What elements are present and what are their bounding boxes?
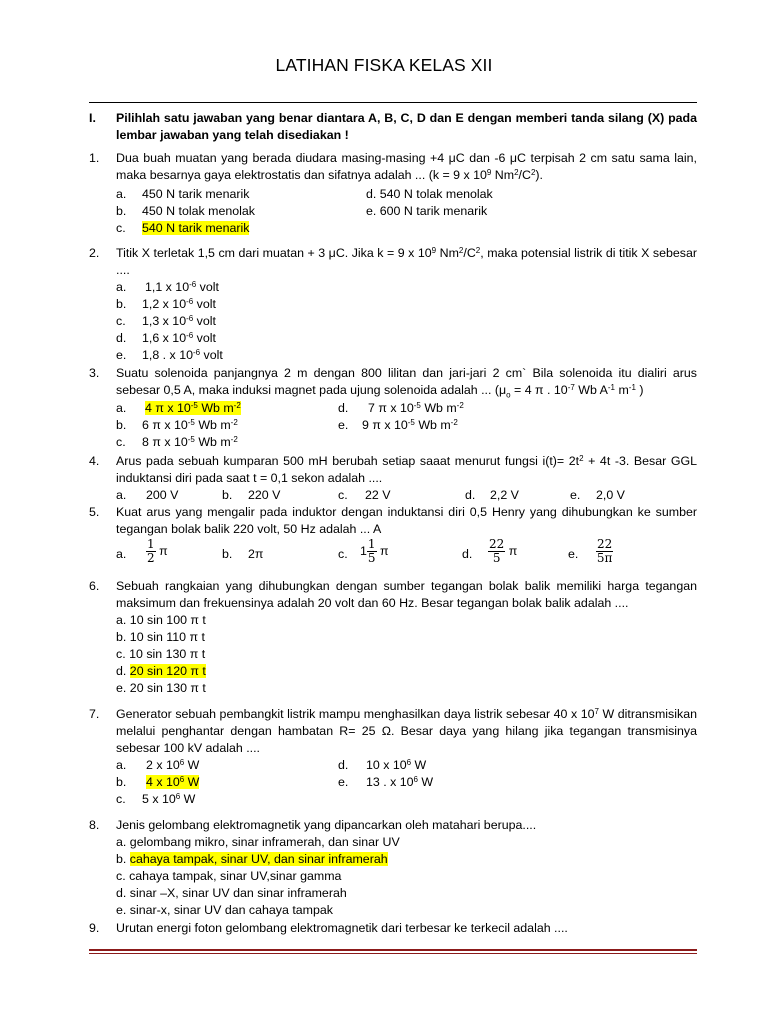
option-a-text: 2 x $10^6$ W <box>146 758 200 772</box>
option-a-text: $\frac{1}{2}$ π <box>147 537 168 565</box>
option-d: d. <box>116 331 127 345</box>
answer-highlight: cahaya tampak, sinar UV, dan sinar inframerah <box>129 852 388 866</box>
question-number: 4. <box>89 454 100 468</box>
option-b: b. <box>116 418 127 432</box>
option-a-text: 1,1 x $10^{-6}$ volt <box>145 280 219 294</box>
question-3 <box>89 365 697 403</box>
option-a-text: 200 V <box>146 488 179 502</box>
option-e-text: 13 . x $10^6$ W <box>366 775 434 789</box>
question-4 <box>89 453 697 487</box>
option-d-text: 10 x $10^6$ W <box>366 758 427 772</box>
fraction: $\frac{22}{5\pi}$ <box>596 537 613 565</box>
option-a: a. <box>116 758 127 772</box>
option-e-text: e. 600 N tarik menarik <box>366 204 488 218</box>
option-e: e. 20 sin 130 π t <box>116 681 206 695</box>
option-b-text: 1,2 x $10^{-6}$ volt <box>142 297 216 311</box>
answer-highlight: 4 x $10^6$ W <box>146 775 200 789</box>
option-c-text: 1 $\frac{1}{5}$ π <box>360 537 389 565</box>
fraction: $\frac{1}{2}$ <box>147 537 155 565</box>
question-number: 8. <box>89 818 100 832</box>
option-c: c. <box>116 221 126 235</box>
option-d-text: 1,6 x $10^{-6}$ volt <box>142 331 216 345</box>
option-d-text: d. 540 N tolak menolak <box>366 187 493 201</box>
option-c: c. <box>338 488 348 502</box>
option-e: e. <box>116 348 127 362</box>
question-stem: Dua buah muatan yang berada diudara masing-masing +4 μC dan -6 μC terpisah 2 cm satu sama lain, maka besarnya gaya elektrostatis dan sifatnya adalah ... (k = 9 x $10^9$ $Nm^2/C^2$). <box>116 151 697 182</box>
option-d-text: 7 π x $10^{-5}$ Wb $m^{-2}$ <box>368 401 464 415</box>
question-stem: Jenis gelombang elektromagnetik yang dipancarkan oleh matahari berupa.... <box>116 818 537 832</box>
instruction-text: Pilihlah satu jawaban yang benar diantara A, B, C, D dan E dengan memberi tanda silang (X) pada lembar jawaban yang telah disediakan ! <box>116 111 697 142</box>
option-c-text: 5 x $10^6$ W <box>142 792 196 806</box>
option-c-text <box>142 220 249 237</box>
option-e: e. <box>338 775 349 789</box>
option-b: b. cahaya tampak, sinar UV, dan sinar inframerah <box>116 852 388 866</box>
question-number: 1. <box>89 151 100 165</box>
option-b: b. <box>116 775 127 789</box>
option-a: a. <box>116 187 127 201</box>
option-a: a. gelombang mikro, sinar inframerah, dan sinar UV <box>116 835 400 849</box>
answer-highlight: 4 π x $10^{-5}$ Wb $m^{-2}$ <box>145 401 241 415</box>
fraction: $\frac{1}{5}$ <box>367 537 376 565</box>
option-e: e. <box>570 488 581 502</box>
option-b: b. <box>116 204 127 218</box>
option-b-text: 6 π x $10^{-5}$ Wb $m^{-2}$ <box>142 418 238 432</box>
option-b: b. <box>116 297 127 311</box>
question-number: 2. <box>89 246 100 260</box>
option-d: d. <box>338 401 349 415</box>
option-c-text: 1,3 x $10^{-6}$ volt <box>142 314 216 328</box>
option-e-text: 1,8 . x $10^{-6}$ volt <box>142 348 223 362</box>
question-number: 3. <box>89 366 100 380</box>
option-e: e. sinar-x, sinar UV dan cahaya tampak <box>116 903 333 917</box>
question-stem: Sebuah rangkaian yang dihubungkan dengan sumber tegangan bolak balik memiliki harga tegangan maksimum dan frekuensinya adalah 20 volt dan 60 Hz. Besar tegangan bolak balik adalah .... <box>116 579 697 610</box>
option-b-text <box>146 774 199 791</box>
page-title: LATIHAN FISKA KELAS XII <box>275 55 493 75</box>
question-1 <box>89 150 697 184</box>
question-number: 5. <box>89 505 100 519</box>
option-c: c. <box>116 792 126 806</box>
option-e: e. <box>338 418 349 432</box>
option-c: c. <box>116 314 126 328</box>
answer-highlight: 20 sin 120 π t <box>129 664 206 678</box>
instruction <box>89 110 697 144</box>
option-c-text: 8 π x $10^{-5}$ Wb $m^{-2}$ <box>142 435 238 449</box>
question-number: 6. <box>89 579 100 593</box>
option-a: a. <box>116 547 127 561</box>
question-stem: Arus pada sebuah kumparan 500 mH berubah setiap saaat menurut fungsi $i(t)= 2t^2 + 4t$ -3. Besar GGL induktansi diri pada saat t = 0,1 sekon adalah .... <box>116 454 697 485</box>
question-number: 9. <box>89 921 100 935</box>
option-b: b. 10 sin 110 π t <box>116 630 205 644</box>
option-d: d. 20 sin 120 π t <box>116 664 206 678</box>
option-d: d. <box>462 547 473 561</box>
option-b: b. <box>222 547 233 561</box>
option-c: c. <box>338 547 348 561</box>
question-7 <box>89 706 697 757</box>
option-d: d. <box>465 488 476 502</box>
question-5 <box>89 504 697 538</box>
question-number: 7. <box>89 707 100 721</box>
question-2 <box>89 245 697 279</box>
answer-highlight: 540 N tarik menarik <box>142 221 250 235</box>
option-b: b. <box>222 488 233 502</box>
footer-divider-thin <box>89 953 697 954</box>
question-stem: Generator sebuah pembangkit listrik mampu menghasilkan daya listrik sebesar 40 x $10^7$ W ditransmisikan melalui penghantar dengan hambatan R= 25 Ω. Besar daya yang hilang jika tegangan transmisinya sebesar 100 kV adalah .... <box>116 707 697 755</box>
option-a: a. 10 sin 100 π t <box>116 613 206 627</box>
question-stem: Urutan energi foton gelombang elektromagnetik dari terbesar ke terkecil adalah .... <box>116 921 568 935</box>
option-a: a. <box>116 401 127 415</box>
option-a: a. <box>116 488 127 502</box>
option-b-text: 2π <box>248 547 264 561</box>
question-9 <box>89 920 697 937</box>
option-e-text: 2,0 V <box>596 488 625 502</box>
option-d: d. <box>338 758 349 772</box>
option-b-text: 450 N tolak menolak <box>142 204 255 218</box>
option-a: a. <box>116 280 127 294</box>
option-a-text: 450 N tarik menarik <box>142 187 250 201</box>
option-c: c. 10 sin 130 π t <box>116 647 206 661</box>
option-e-text <box>596 538 613 565</box>
question-stem: Suatu solenoida panjangnya 2 m dengan 800 lilitan dan jari-jari 2 cm` Bila solenoida itu dialiri arus sebesar 0,5 A, maka induksi magnet pada ujung solenoida adalah ... ($\mu_o = 4$ π . $10^{-7}$ Wb $A^{-1}$ $m^{-1}$ ) <box>116 366 697 400</box>
option-c: c. cahaya tampak, sinar UV,sinar gamma <box>116 869 342 883</box>
option-e: e. <box>568 547 579 561</box>
option-e-text: 9 π x $10^{-5}$ Wb $m^{-2}$ <box>362 418 458 432</box>
instruction-number: I. <box>89 111 96 125</box>
option-c-text: 22 V <box>365 488 391 502</box>
fraction: $\frac{22}{5}$ <box>489 537 505 565</box>
question-8 <box>89 817 697 834</box>
option-d-text: 2,2 V <box>490 488 519 502</box>
title-divider <box>89 102 697 103</box>
question-stem: Kuat arus yang mengalir pada induktor dengan induktansi diri 0,5 Henry yang dihubungkan ke sumber tegangan bolak balik 220 volt, 50 Hz adalah ... A <box>116 505 697 536</box>
option-d-text: $\frac{22}{5}$ π <box>489 537 518 565</box>
question-stem: Titik X terletak 1,5 cm dari muatan + 3 μC. Jika k = 9 x $10^9$ $Nm^2/C^2$, maka potensial listrik di titik X sebesar .... <box>116 246 698 277</box>
option-a-text <box>145 400 241 417</box>
option-c: c. <box>116 435 126 449</box>
question-6 <box>89 578 697 612</box>
option-d: d. sinar –X, sinar UV dan sinar inframerah <box>116 886 347 900</box>
option-b-text: 220 V <box>248 488 281 502</box>
footer-divider <box>89 949 697 951</box>
